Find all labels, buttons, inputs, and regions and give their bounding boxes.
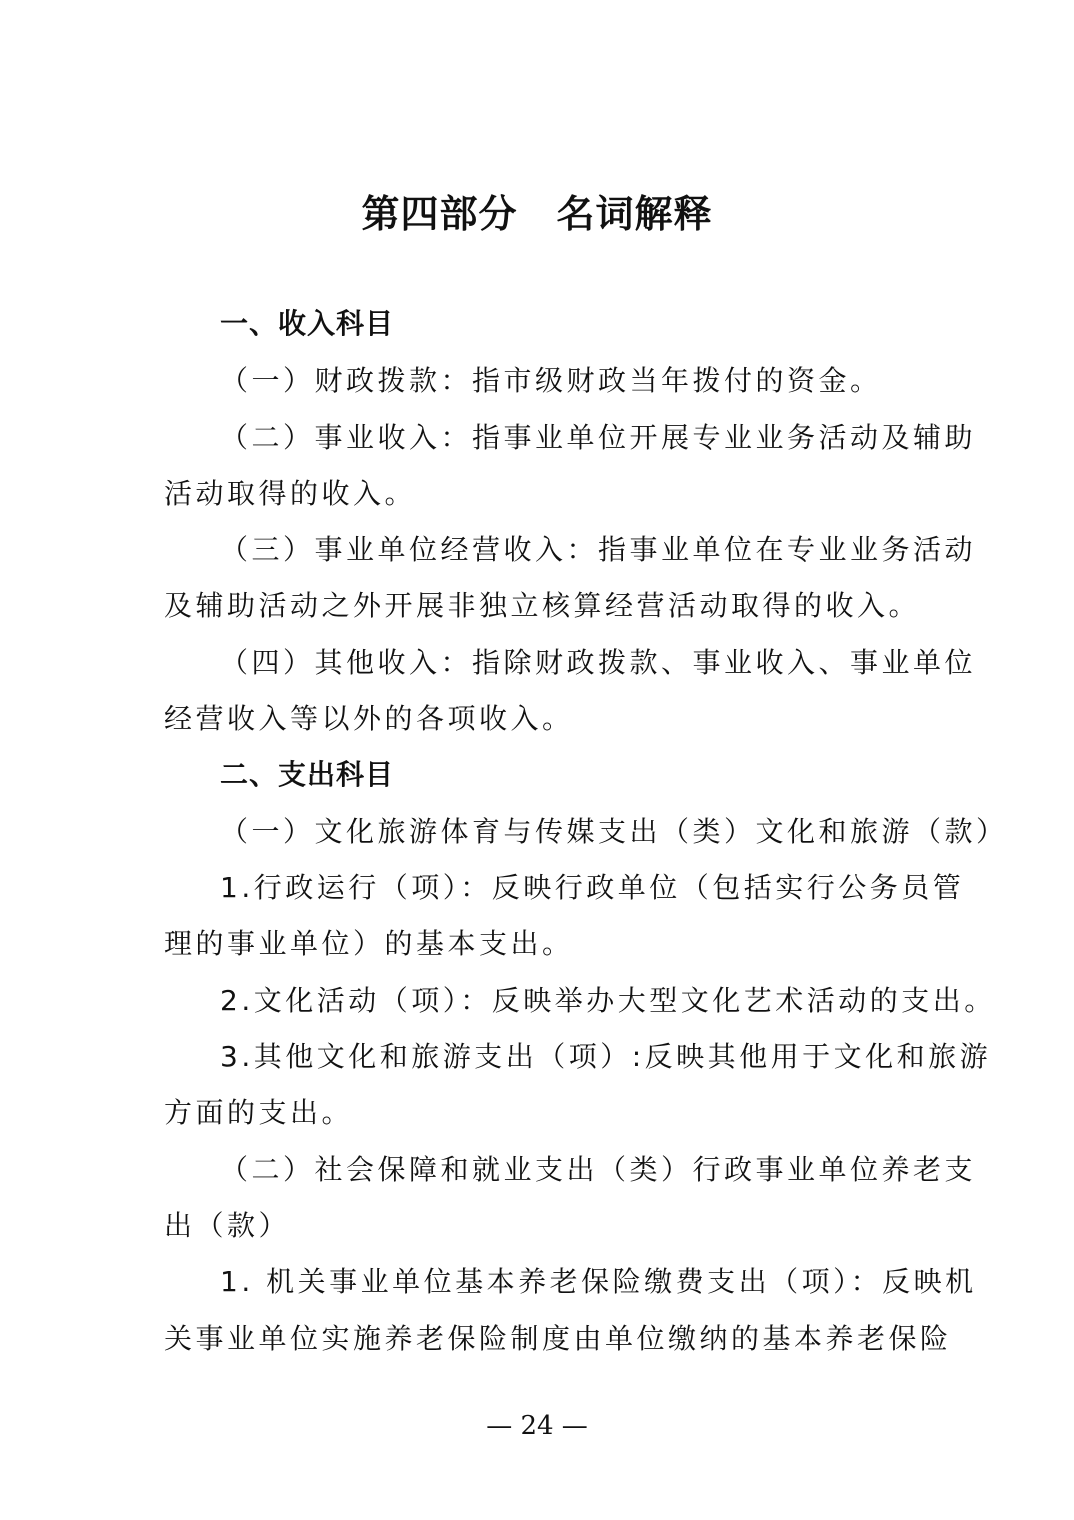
paragraph-line: 活动取得的收入。 — [164, 477, 417, 510]
page-number: — 24 — — [486, 1411, 588, 1441]
paragraph-line: 3.其他文化和旅游支出（项）:反映其他用于文化和旅游 — [220, 1040, 992, 1073]
section-heading-income: 一、收入科目 — [220, 307, 395, 340]
paragraph-line: 方面的支出。 — [164, 1096, 354, 1129]
paragraph-line: 关事业单位实施养老保险制度由单位缴纳的基本养老保险 — [164, 1322, 952, 1355]
paragraph-line: 1.行政运行（项）：反映行政单位（包括实行公务员管 — [220, 871, 965, 904]
paragraph-line: （二）社会保障和就业支出（类）行政事业单位养老支 — [220, 1153, 977, 1186]
section-heading-expenditure: 二、支出科目 — [220, 758, 395, 791]
paragraph-line: （二）事业收入：指事业单位开展专业业务活动及辅助 — [220, 421, 977, 454]
paragraph-line: （三）事业单位经营收入：指事业单位在专业业务活动 — [220, 533, 977, 566]
paragraph-line: 及辅助活动之外开展非独立核算经营活动取得的收入。 — [164, 589, 921, 622]
paragraph-line: （四）其他收入：指除财政拨款、事业收入、事业单位 — [220, 646, 977, 679]
paragraph-line: （一）文化旅游体育与传媒支出（类）文化和旅游（款） — [220, 815, 1008, 848]
paragraph-line: （一）财政拨款：指市级财政当年拨付的资金。 — [220, 364, 882, 397]
paragraph-line: 理的事业单位）的基本支出。 — [164, 927, 574, 960]
paragraph-line: 经营收入等以外的各项收入。 — [164, 702, 574, 735]
paragraph-line: 1. 机关事业单位基本养老保险缴费支出（项）：反映机 — [220, 1265, 977, 1298]
page-title: 第四部分 名词解释 — [361, 191, 713, 236]
paragraph-line: 出（款） — [164, 1209, 291, 1242]
paragraph-line: 2.文化活动（项）：反映举办大型文化艺术活动的支出。 — [220, 984, 996, 1017]
